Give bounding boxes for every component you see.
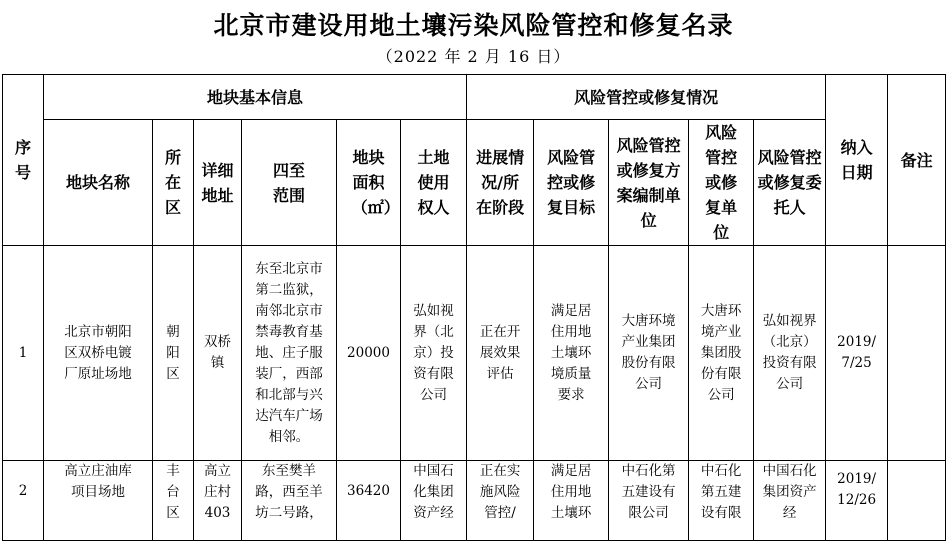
header-district: 所在区: [153, 120, 194, 246]
document-title: 北京市建设用地土壤污染风险管控和修复名录: [213, 11, 734, 40]
header-plan-unit: 风险管控或修复方案编制单位: [609, 120, 689, 246]
cell-name: 高立庄油库项目场地: [44, 461, 153, 541]
cell-exec-unit: 大唐环境产业集团股份有限公司: [689, 246, 754, 461]
header-area: 地块面积（㎡）: [337, 120, 401, 246]
cell-plan-unit: 中石化第五建设有限公司: [609, 461, 689, 541]
cell-exec-unit: 中石化第五建设有限: [689, 461, 754, 541]
cell-owner: 弘如视界（北京）投资有限公司: [401, 246, 467, 461]
cell-district: 丰台区: [153, 461, 194, 541]
table-row: [3, 461, 946, 541]
cell-progress: 正在实施风险管控/: [467, 461, 534, 541]
header-name: 地块名称: [44, 120, 153, 246]
document-date: （2022 年 2 月 16 日）: [376, 47, 571, 66]
cell-plan-unit: 大唐环境产业集团股份有限公司: [609, 246, 689, 461]
cell-progress: 正在开展效果评估: [467, 246, 534, 461]
cell-area: 20000: [337, 246, 401, 461]
header-progress: 进展情况/所在阶段: [467, 120, 534, 246]
header-seq: 序号: [3, 75, 44, 246]
header-risk-info: 风险管控或修复情况: [467, 75, 826, 120]
cell-area: 36420: [337, 461, 401, 541]
cell-owner: 中国石化集团资产经: [401, 461, 467, 541]
cell-boundary: 东至樊羊路，西至羊坊二号路，: [242, 461, 337, 541]
cell-boundary: 东至北京市第二监狱，南邻北京市禁毒教育基地、庄子服装厂，西部和北部与兴达汽车广场相邻。: [242, 246, 337, 461]
header-basic-info: 地块基本信息: [44, 75, 467, 120]
cell-district: 朝阳区: [153, 246, 194, 461]
cell-client: 中国石化集团资产经: [754, 461, 826, 541]
header-address: 详细地址: [194, 120, 242, 246]
cell-remark: [888, 246, 946, 461]
header-date: 纳入日期: [826, 75, 888, 246]
cell-target: 满足居住用地土壤环: [534, 461, 609, 541]
cell-seq: 1: [3, 246, 44, 461]
header-client: 风险管控或修复委托人: [754, 120, 826, 246]
header-boundary: 四至范围: [242, 120, 337, 246]
cell-address: 高立庄村403: [194, 461, 242, 541]
header-remark: 备注: [888, 75, 946, 246]
cell-seq: 2: [3, 461, 44, 541]
cell-address: 双桥镇: [194, 246, 242, 461]
header-owner: 土地使用权人: [401, 120, 467, 246]
cell-date: 2019/7/25: [826, 246, 888, 461]
cell-name: 北京市朝阳区双桥电镀厂原址场地: [44, 246, 153, 461]
registry-table: [2, 74, 946, 541]
cell-remark: [888, 461, 946, 541]
cell-target: 满足居住用地土壤环境质量要求: [534, 246, 609, 461]
cell-date: 2019/12/26: [826, 461, 888, 541]
table-row: [3, 246, 946, 461]
header-target: 风险管控或修复目标: [534, 120, 609, 246]
header-exec-unit: 风险管控或修复单位: [689, 120, 754, 246]
cell-client: 弘如视界（北京）投资有限公司: [754, 246, 826, 461]
